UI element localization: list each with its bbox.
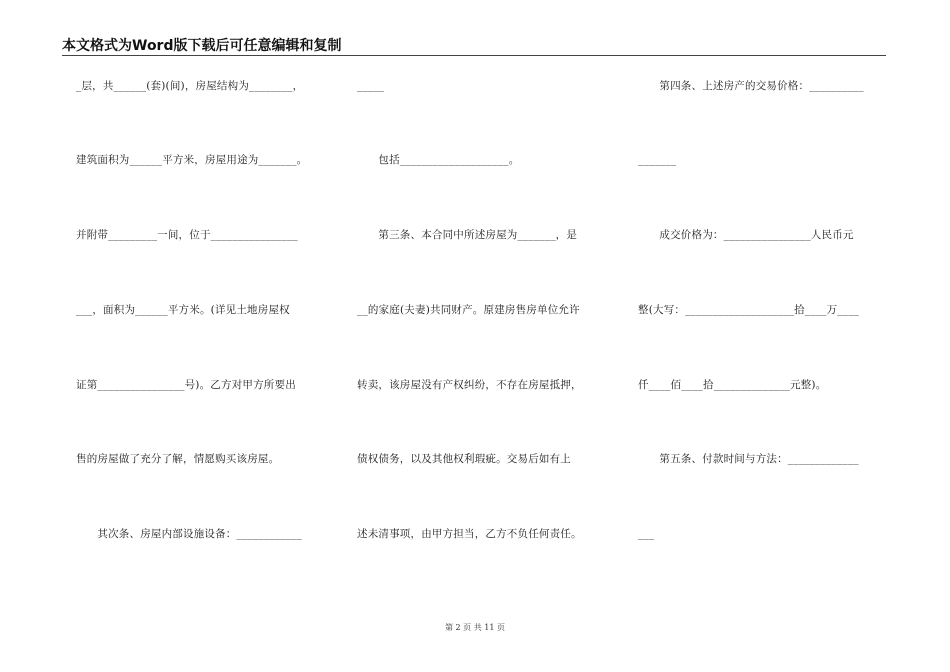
text-line: 其次条、房屋内部设施设备：____________ xyxy=(76,528,302,540)
text-line: _层，共______(套)(间)，房屋结构为________， xyxy=(76,80,304,92)
text-line: 包括____________________。 xyxy=(357,154,520,166)
text-line: 第四条、上述房产的交易价格：__________ xyxy=(638,80,864,92)
text-line: ___ xyxy=(638,528,655,540)
text-line: 转卖，该房屋没有产权纠纷，不存在房屋抵押， xyxy=(357,379,582,391)
text-line: 证第________________号)。乙方对甲方所要出 xyxy=(76,379,296,391)
text-line: 仟____佰____拾______________元整)。 xyxy=(638,379,827,391)
text-line: _______ xyxy=(638,154,677,166)
header-title: 本文格式为Word版下载后可任意编辑和复制 xyxy=(62,38,342,54)
text-line: ___，面积为______平方米。(详见土地房屋权 xyxy=(76,304,290,316)
text-line: 整(大写：____________________拾____万____ xyxy=(638,304,860,316)
text-line: 述未清事项，由甲方担当，乙方不负任何责任。 xyxy=(357,528,582,540)
text-line: 售的房屋做了充分了解，情愿购买该房屋。 xyxy=(76,453,280,465)
text-line: 第五条、付款时间与方法：_____________ xyxy=(638,453,859,465)
text-line: _____ xyxy=(357,80,385,92)
text-line: 成交价格为：________________人民币元 xyxy=(638,229,854,241)
text-line: 债权债务，以及其他权利瑕疵。交易后如有上 xyxy=(357,453,571,465)
page-footer: 第 2 页 共 11 页 xyxy=(445,623,505,632)
text-column-2 xyxy=(357,0,607,672)
text-line: 第三条、本合同中所述房屋为_______，是 xyxy=(357,229,578,241)
text-column-1 xyxy=(76,0,326,672)
text-column-3 xyxy=(638,0,888,672)
text-line: 建筑面积为______平方米，房屋用途为_______。 xyxy=(76,154,308,166)
text-line: 并附带_________一间，位于________________ xyxy=(76,229,298,241)
text-line: __的家庭(夫妻)共同财产。原建房售房单位允许 xyxy=(357,304,580,316)
